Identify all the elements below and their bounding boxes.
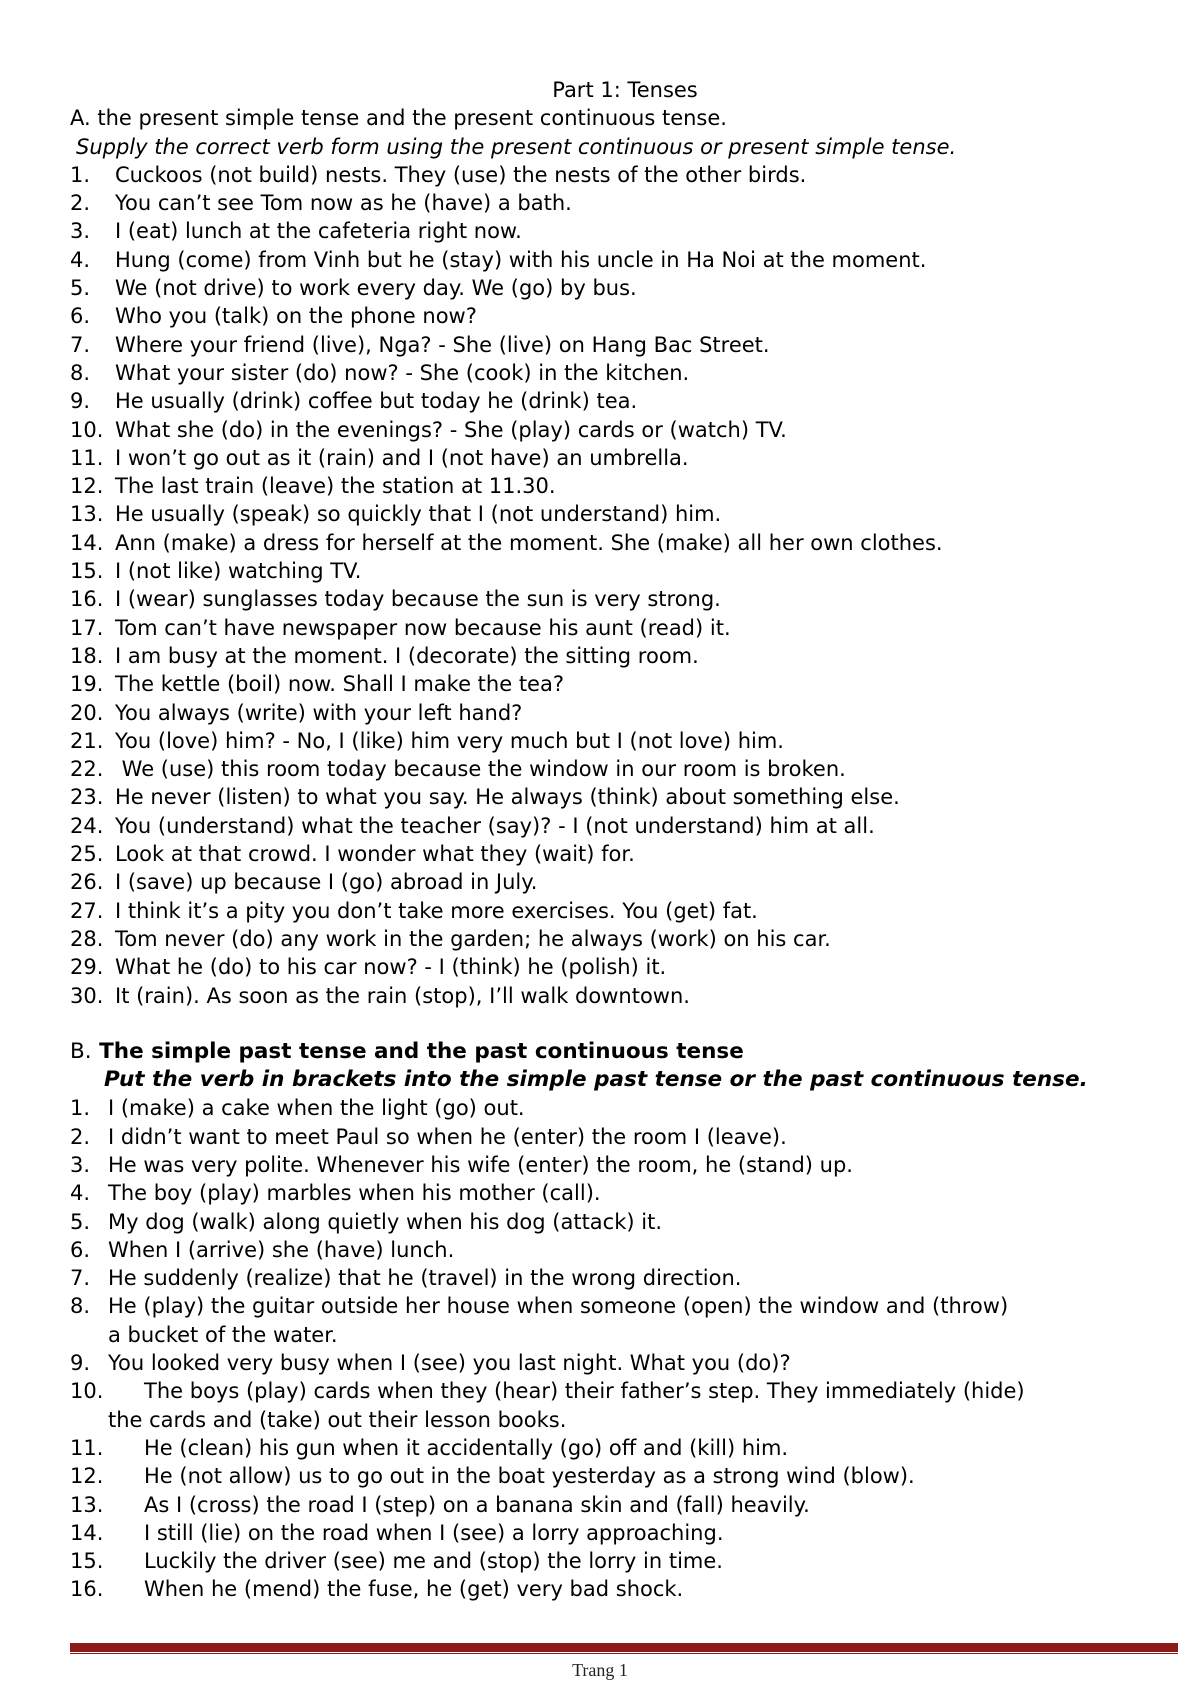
item-text: You (understand) what the teacher (say)? - I (not understand) him at all. [115, 813, 875, 838]
item-number: 16. [70, 1577, 104, 1602]
item-text: What your sister (do) now? - She (cook) in the kitchen. [115, 360, 690, 385]
item-text-block [108, 1151, 1180, 1179]
section-b-letter: B. [70, 1038, 92, 1064]
item-text-block [108, 1094, 1180, 1122]
item-number: 8. [70, 360, 91, 385]
list-item [70, 614, 1180, 642]
item-text: Where your friend (live), Nga? - She (live) on Hang Bac Street. [115, 332, 770, 357]
item-number: 13. [70, 1492, 104, 1517]
item-text-block [108, 1236, 1180, 1264]
section-spacer [70, 1010, 1180, 1038]
item-text: I think it’s a pity you don’t take more exercises. You (get) fat. [115, 898, 758, 923]
item-number: 13. [70, 502, 104, 527]
item-number: 11. [70, 445, 104, 470]
item-text-block [108, 1292, 1180, 1349]
item-text: Hung (come) from Vinh but he (stay) with his uncle in Ha Noi at the moment. [115, 247, 927, 272]
list-item [70, 585, 1180, 613]
list-item [70, 557, 1180, 585]
list-item [70, 1547, 1180, 1575]
item-text: When I (arrive) she (have) lunch. [108, 1237, 455, 1262]
list-item [70, 783, 1180, 811]
list-item [70, 812, 1180, 840]
item-text: The boys (play) cards when they (hear) their father’s step. They immediately (hide) [144, 1379, 1025, 1404]
list-item [70, 1349, 1180, 1377]
item-text-block [108, 1349, 1180, 1377]
item-text-block [144, 1462, 1180, 1490]
item-text: The kettle (boil) now. Shall I make the tea? [115, 672, 564, 697]
list-item [70, 1434, 1180, 1462]
item-number: 2. [70, 1124, 91, 1149]
item-number: 26. [70, 870, 104, 895]
item-text: He usually (drink) coffee but today he (drink) tea. [115, 389, 638, 414]
section-a-instruction: Supply the correct verb form using the present continuous or present simple tense. [76, 134, 957, 159]
item-number: 25. [70, 842, 104, 867]
item-text: Cuckoos (not build) nests. They (use) the nests of the other birds. [115, 162, 807, 187]
section-b-heading-text: The simple past tense and the past continuous tense [99, 1038, 744, 1064]
item-text: Who you (talk) on the phone now? [115, 304, 477, 329]
item-text: He was very polite. Whenever his wife (enter) the room, he (stand) up. [108, 1152, 853, 1177]
document-body [70, 76, 1180, 1604]
section-a-exercise-list [70, 161, 1180, 1010]
item-text-block [144, 1434, 1180, 1462]
item-number: 29. [70, 955, 104, 980]
item-text: What he (do) to his car now? - I (think) he (polish) it. [115, 955, 667, 980]
item-text: You looked very busy when I (see) you last night. What you (do)? [108, 1351, 791, 1376]
list-item [70, 529, 1180, 557]
item-number: 7. [70, 332, 91, 357]
item-number: 1. [70, 162, 91, 187]
list-item [70, 699, 1180, 727]
item-number: 14. [70, 530, 104, 555]
item-number: 10. [70, 1379, 104, 1404]
list-item [70, 1377, 1180, 1434]
item-text: He usually (speak) so quickly that I (not understand) him. [115, 502, 722, 527]
item-text: I (save) up because I (go) abroad in July. [115, 870, 538, 895]
item-number: 7. [70, 1266, 91, 1291]
item-text-block [108, 1179, 1180, 1207]
item-text: We (not drive) to work every day. We (go) by bus. [115, 276, 637, 301]
item-text-block [108, 1264, 1180, 1292]
item-text: He (play) the guitar outside her house when someone (open) the window and (throw) [108, 1294, 1009, 1319]
list-item [70, 1123, 1180, 1151]
item-text: He (not allow) us to go out in the boat yesterday as a strong wind (blow). [144, 1464, 915, 1489]
item-text-block [108, 1208, 1180, 1236]
list-item [70, 387, 1180, 415]
item-text: We (use) this room today because the window in our room is broken. [115, 757, 846, 782]
item-number: 9. [70, 1351, 91, 1376]
item-number: 11. [70, 1435, 104, 1460]
section-a-heading: A. the present simple tense and the present continuous tense. [70, 106, 727, 131]
item-number: 12. [70, 1464, 104, 1489]
list-item [70, 331, 1180, 359]
item-number: 3. [70, 219, 91, 244]
list-item [70, 359, 1180, 387]
item-text-block [144, 1519, 1180, 1547]
section-b-exercise-list [70, 1094, 1180, 1603]
item-text-block [144, 1547, 1180, 1575]
item-number: 23. [70, 785, 104, 810]
list-item [70, 246, 1180, 274]
item-text: He (clean) his gun when it accidentally (go) off and (kill) him. [144, 1435, 789, 1460]
list-item [70, 1264, 1180, 1292]
list-item [70, 953, 1180, 981]
item-text: I won’t go out as it (rain) and I (not have) an umbrella. [115, 445, 689, 470]
list-item [70, 1462, 1180, 1490]
item-number: 14. [70, 1520, 104, 1545]
item-number: 15. [70, 1549, 104, 1574]
item-number: 3. [70, 1152, 91, 1177]
page-number: Trang 1 [572, 1660, 628, 1680]
footer-rule [70, 1643, 1178, 1652]
list-item [70, 416, 1180, 444]
item-number: 19. [70, 672, 104, 697]
item-text: I (make) a cake when the light (go) out. [108, 1096, 525, 1121]
list-item [70, 897, 1180, 925]
item-text: Tom never (do) any work in the garden; he always (work) on his car. [115, 926, 831, 951]
list-item [70, 472, 1180, 500]
list-item [70, 1575, 1180, 1603]
item-text: I (wear) sunglasses today because the sun is very strong. [115, 587, 721, 612]
list-item [70, 500, 1180, 528]
item-text-block [144, 1575, 1180, 1603]
item-text-block [108, 1123, 1180, 1151]
item-number: 16. [70, 587, 104, 612]
page-title: Part 1: Tenses [552, 78, 698, 102]
item-text: Look at that crowd. I wonder what they (wait) for. [115, 842, 635, 867]
item-number: 28. [70, 926, 104, 951]
list-item [70, 642, 1180, 670]
list-item [70, 1094, 1180, 1122]
item-text: I (eat) lunch at the cafeteria right now. [115, 219, 522, 244]
list-item [70, 1292, 1180, 1349]
item-text: You (love) him? - No, I (like) him very much but I (not love) him. [115, 728, 784, 753]
item-number: 20. [70, 700, 104, 725]
item-number: 30. [70, 983, 104, 1008]
item-number: 15. [70, 559, 104, 584]
list-item [70, 1236, 1180, 1264]
list-item [70, 302, 1180, 330]
item-number: 6. [70, 304, 91, 329]
item-number: 6. [70, 1237, 91, 1262]
item-text: My dog (walk) along quietly when his dog (attack) it. [108, 1209, 662, 1234]
item-number: 27. [70, 898, 104, 923]
item-text: I (not like) watching TV. [115, 559, 362, 584]
item-text: Ann (make) a dress for herself at the moment. She (make) all her own clothes. [115, 530, 943, 555]
item-text-block [108, 1377, 1180, 1434]
item-text: I didn’t want to meet Paul so when he (enter) the room I (leave). [108, 1124, 787, 1149]
item-text: I still (lie) on the road when I (see) a lorry approaching. [144, 1520, 724, 1545]
item-number: 21. [70, 728, 104, 753]
item-number: 4. [70, 1181, 91, 1206]
list-item [70, 925, 1180, 953]
item-text: As I (cross) the road I (step) on a banana skin and (fall) heavily. [144, 1492, 810, 1517]
list-item [70, 1151, 1180, 1179]
item-text: The last train (leave) the station at 11.30. [115, 474, 556, 499]
item-text: Tom can’t have newspaper now because his aunt (read) it. [115, 615, 731, 640]
item-number: 8. [70, 1294, 91, 1319]
item-number: 1. [70, 1096, 91, 1121]
list-item [70, 217, 1180, 245]
item-number: 2. [70, 191, 91, 216]
item-number: 24. [70, 813, 104, 838]
list-item [70, 444, 1180, 472]
item-text: I am busy at the moment. I (decorate) the sitting room. [115, 643, 699, 668]
item-text: Luckily the driver (see) me and (stop) the lorry in time. [144, 1549, 723, 1574]
item-text: You always (write) with your left hand? [115, 700, 523, 725]
item-text-continuation: the cards and (take) out their lesson books. [108, 1407, 567, 1432]
item-number: 12. [70, 474, 104, 499]
list-item [70, 189, 1180, 217]
list-item [70, 274, 1180, 302]
list-item [70, 161, 1180, 189]
item-number: 10. [70, 417, 104, 442]
list-item [70, 670, 1180, 698]
section-b-instruction: Put the verb in brackets into the simple past tense or the past continuous tense. [104, 1067, 1088, 1093]
item-text: What she (do) in the evenings? - She (play) cards or (watch) TV. [115, 417, 787, 442]
list-item [70, 1208, 1180, 1236]
item-number: 17. [70, 615, 104, 640]
list-item [70, 982, 1180, 1010]
item-number: 9. [70, 389, 91, 414]
list-item [70, 1519, 1180, 1547]
item-text: He suddenly (realize) that he (travel) in the wrong direction. [108, 1266, 742, 1291]
list-item [70, 755, 1180, 783]
item-text: It (rain). As soon as the rain (stop), I’ll walk downtown. [115, 983, 690, 1008]
item-number: 4. [70, 247, 91, 272]
section-b-heading [70, 1038, 1180, 1066]
item-text: When he (mend) the fuse, he (get) very bad shock. [144, 1577, 684, 1602]
item-text-continuation: a bucket of the water. [108, 1322, 338, 1347]
item-text: The boy (play) marbles when his mother (call). [108, 1181, 601, 1206]
item-text-block [144, 1491, 1180, 1519]
list-item [70, 727, 1180, 755]
list-item [70, 868, 1180, 896]
item-number: 5. [70, 276, 91, 301]
item-number: 5. [70, 1209, 91, 1234]
item-text: He never (listen) to what you say. He always (think) about something else. [115, 785, 900, 810]
item-text: You can’t see Tom now as he (have) a bath. [115, 191, 572, 216]
item-number: 22. [70, 757, 104, 782]
list-item [70, 840, 1180, 868]
item-number: 18. [70, 643, 104, 668]
list-item [70, 1491, 1180, 1519]
list-item [70, 1179, 1180, 1207]
